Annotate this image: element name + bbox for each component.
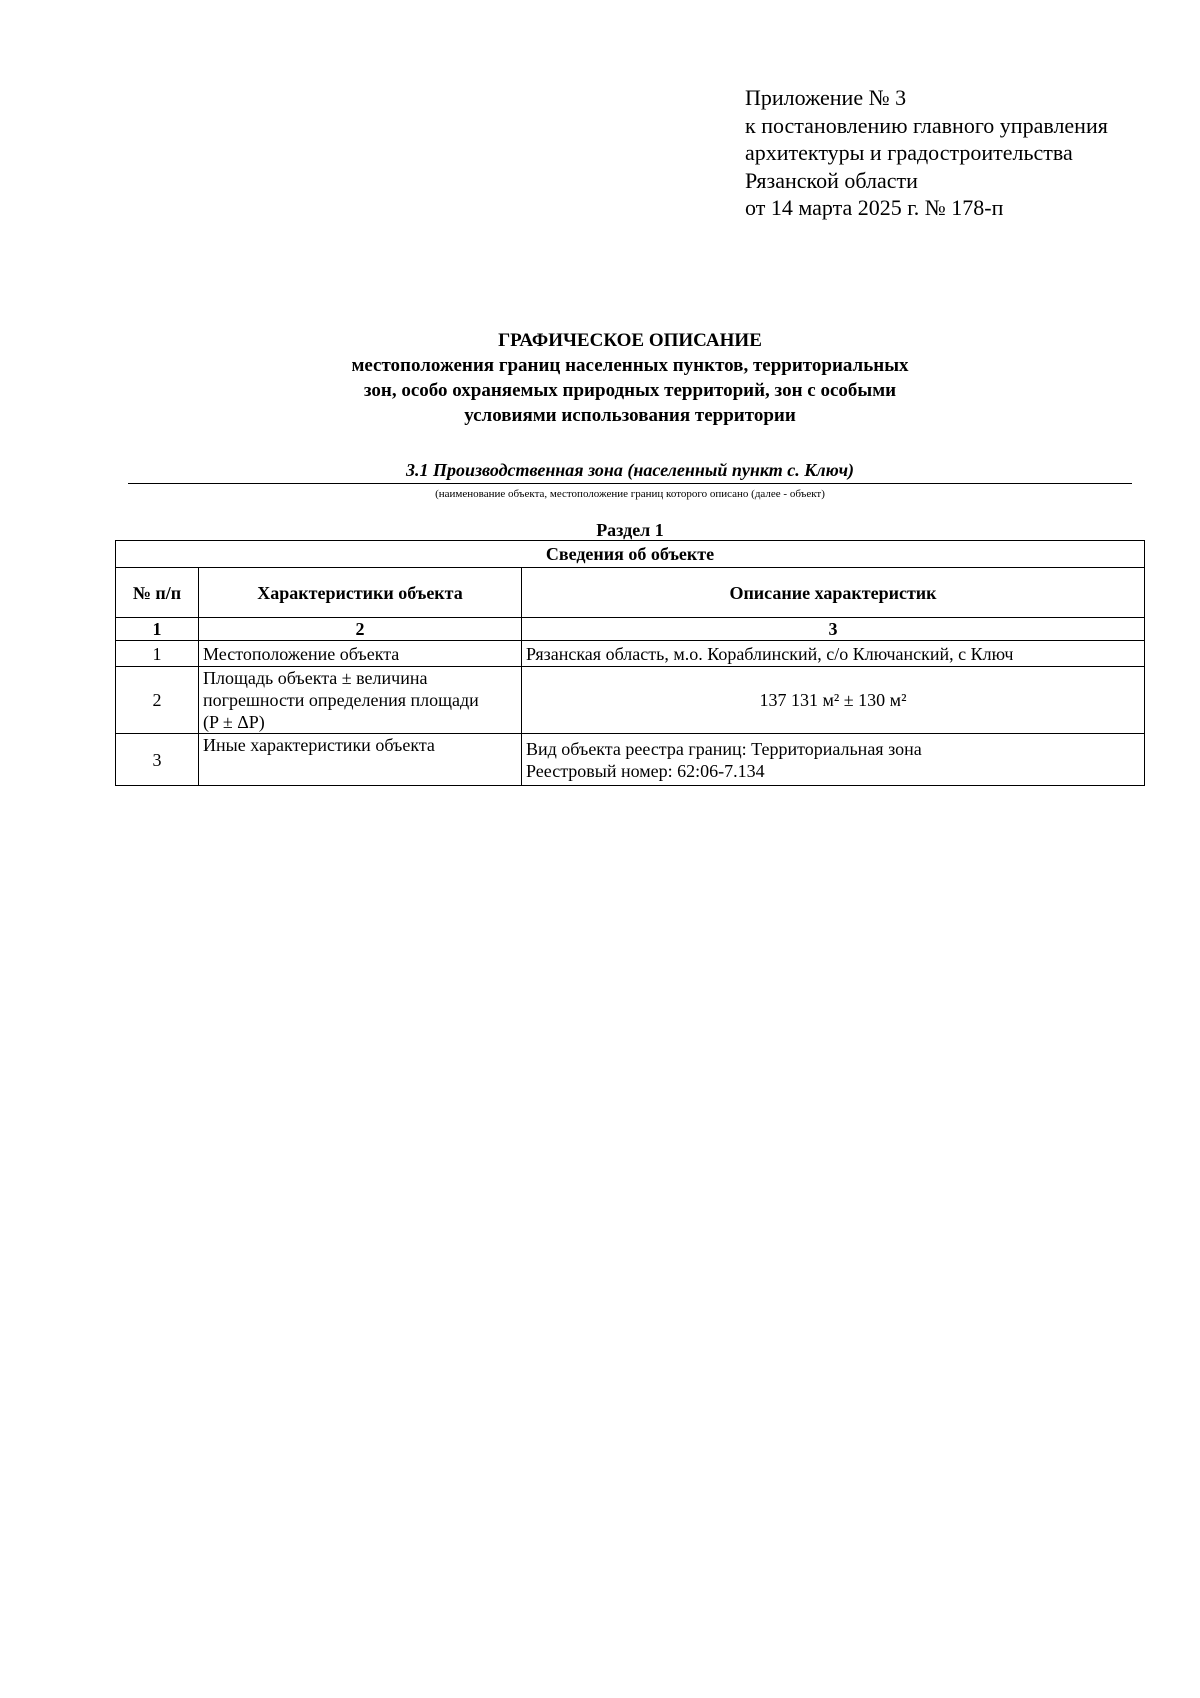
row-description — [522, 734, 1145, 786]
table-title: Сведения об объекте — [116, 541, 1145, 568]
column-number: 1 — [116, 618, 199, 641]
row-description-line: Реестровый номер: 62:06-7.134 — [526, 760, 765, 781]
column-number: 2 — [199, 618, 522, 641]
header-description: Описание характеристик — [522, 568, 1145, 618]
appendix-line: Приложение № 3 — [745, 85, 907, 110]
object-info-table — [115, 540, 1145, 786]
row-num: 3 — [116, 734, 199, 786]
title-subtitle-line: зон, особо охраняемых природных территорий, зон с особыми — [363, 380, 897, 401]
object-name: 3.1 Производственная зона (населенный пункт с. Ключ) — [128, 458, 1132, 484]
table-row — [116, 734, 1145, 786]
row-characteristic — [199, 667, 522, 734]
row-description: Рязанская область, м.о. Кораблинский, с/о Ключанский, с Ключ — [522, 641, 1145, 667]
title-subtitle-line: местоположения границ населенных пунктов, территориальных — [351, 355, 909, 376]
table-header-row — [116, 568, 1145, 618]
object-caption: (наименование объекта, местоположение границ которого описано (далее - объект) — [435, 488, 825, 500]
table-title-row — [116, 541, 1145, 568]
section-label: Раздел 1 — [596, 520, 664, 540]
row-description-line: Вид объекта реестра границ: Территориальная зона — [526, 738, 922, 759]
appendix-line: Рязанской области — [745, 167, 918, 193]
row-characteristic: Иные характеристики объекта — [199, 734, 522, 786]
row-characteristic-line: (P ± ΔP) — [203, 712, 265, 732]
appendix-line: от 14 марта 2025 г. № 178-п — [745, 195, 1004, 220]
document-title — [0, 328, 1200, 428]
row-characteristic: Местоположение объекта — [199, 641, 522, 667]
column-number-row — [116, 618, 1145, 641]
appendix-line: архитектуры и градостроительства — [745, 140, 1073, 165]
header-characteristics: Характеристики объекта — [199, 568, 522, 618]
row-characteristic-line: Площадь объекта ± величина — [203, 668, 428, 688]
appendix-line: к постановлению главного управления — [745, 112, 1108, 138]
row-characteristic-line: погрешности определения площади — [203, 690, 479, 710]
table-row — [116, 667, 1145, 734]
column-number: 3 — [522, 618, 1145, 641]
row-description: 137 131 м² ± 130 м² — [522, 667, 1145, 734]
row-num: 2 — [116, 667, 199, 734]
title-subtitle-line: условиями использования территории — [464, 405, 796, 426]
title-main: ГРАФИЧЕСКОЕ ОПИСАНИЕ — [498, 330, 762, 351]
appendix-header — [745, 84, 1165, 222]
header-num: № п/п — [116, 568, 199, 618]
row-num: 1 — [116, 641, 199, 667]
table-row — [116, 641, 1145, 667]
